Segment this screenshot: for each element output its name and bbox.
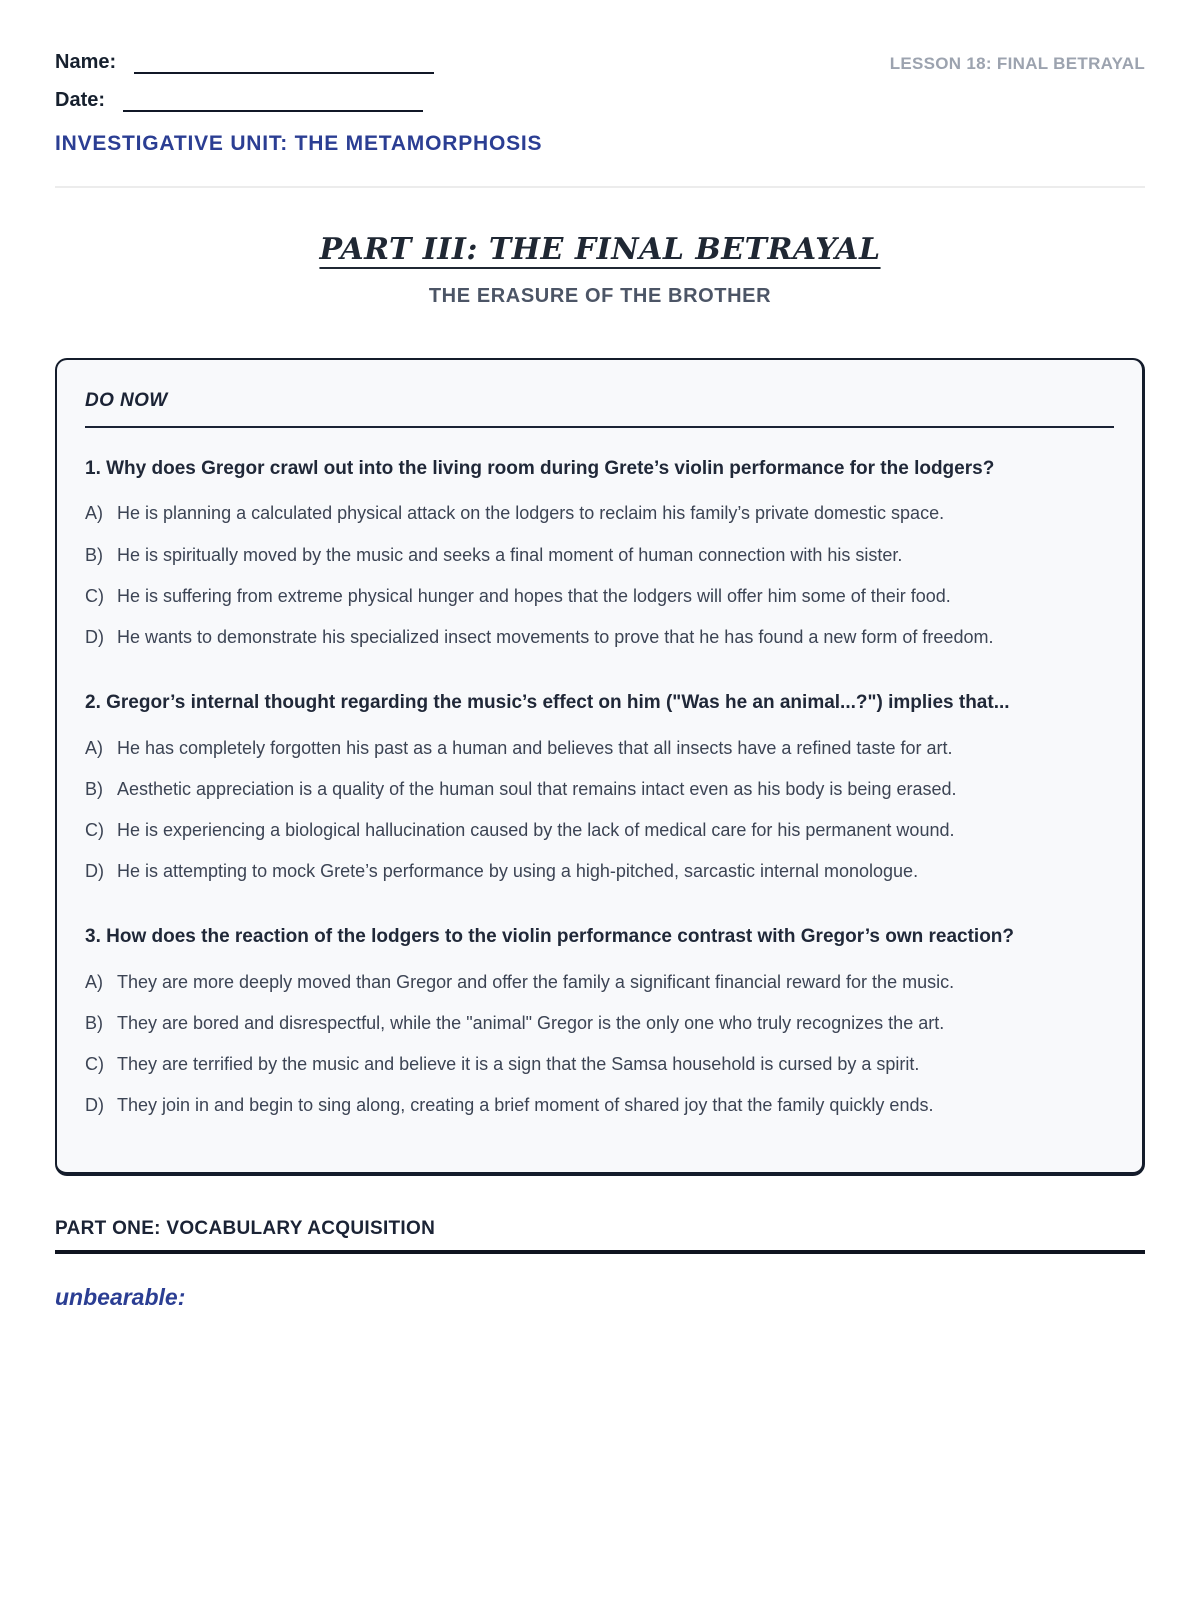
option-label: C) <box>85 1053 104 1074</box>
option-row <box>85 734 1114 763</box>
question-stem: 1. Why does Gregor crawl out into the living room during Grete’s violin performance for the lodgers? <box>85 458 995 479</box>
option-row <box>85 582 1114 611</box>
option-text: He wants to demonstrate his specialized insect movements to prove that he has found a new form of freedom. <box>117 626 994 647</box>
option-row <box>85 1091 1114 1120</box>
option-text: He has completely forgotten his past as a human and believes that all insects have a refined taste for art. <box>117 737 953 758</box>
option-text: He is suffering from extreme physical hunger and hopes that the lodgers will offer him some of their food. <box>117 585 951 606</box>
date-label: Date: <box>55 89 106 111</box>
title-block <box>55 232 1145 308</box>
option-text: He is spiritually moved by the music and seeks a final moment of human connection with his sister. <box>117 544 903 565</box>
option-row <box>85 541 1114 570</box>
option-label: A) <box>85 971 103 992</box>
name-field-row <box>55 50 434 74</box>
option-row <box>85 499 1114 528</box>
lesson-tag: LESSON 18: FINAL BETRAYAL <box>889 54 1145 73</box>
do-now-divider <box>85 426 1114 428</box>
date-line <box>123 88 423 112</box>
option-row <box>85 623 1114 652</box>
option-label: D) <box>85 860 104 881</box>
option-label: D) <box>85 626 104 647</box>
option-text: He is attempting to mock Grete’s performance by using a high-pitched, sarcastic internal monologue. <box>117 860 919 881</box>
worksheet-subtitle: THE ERASURE OF THE BROTHER <box>428 285 772 307</box>
option-label: D) <box>85 1095 104 1116</box>
part-one-heading: PART ONE: VOCABULARY ACQUISITION <box>55 1218 1145 1254</box>
option-text: They join in and begin to sing along, creating a brief moment of shared joy that the family quickly ends. <box>117 1095 934 1116</box>
option-row <box>85 968 1114 997</box>
option-row <box>85 857 1114 886</box>
option-label: B) <box>85 544 103 565</box>
option-text: He is experiencing a biological hallucination caused by the lack of medical care for his permanent wound. <box>117 819 955 840</box>
question-block-2 <box>85 688 1114 886</box>
option-text: He is planning a calculated physical attack on the lodgers to reclaim his family’s private domestic space. <box>117 503 945 524</box>
option-label: A) <box>85 737 103 758</box>
worksheet-title: PART III: THE FINAL BETRAYAL <box>319 232 881 267</box>
header-divider <box>55 186 1145 188</box>
option-row <box>85 1009 1114 1038</box>
question-block-1 <box>85 454 1114 652</box>
question-stem: 3. How does the reaction of the lodgers to the violin performance contrast with Gregor’s own reaction? <box>85 926 1015 948</box>
question-stem: 2. Gregor’s internal thought regarding the music’s effect on him ("Was he an animal...?") implies that... <box>85 692 1010 714</box>
date-field-row <box>55 88 434 112</box>
option-text: They are bored and disrespectful, while the "animal" Gregor is the only one who truly recognizes the art. <box>117 1012 945 1033</box>
fill-fields <box>55 50 434 126</box>
do-now-heading: DO NOW <box>85 390 168 411</box>
name-line <box>134 50 434 74</box>
option-text: They are more deeply moved than Gregor and offer the family a significant financial reward for the music. <box>117 971 955 992</box>
option-label: C) <box>85 819 104 840</box>
unit-title: INVESTIGATIVE UNIT: THE METAMORPHOSIS <box>55 132 543 155</box>
option-label: B) <box>85 1012 103 1033</box>
option-label: B) <box>85 778 103 799</box>
vocab-term: unbearable: <box>55 1284 186 1311</box>
option-label: C) <box>85 585 104 606</box>
name-label: Name: <box>55 51 117 73</box>
option-label: A) <box>85 503 103 524</box>
option-text: Aesthetic appreciation is a quality of the human soul that remains intact even as his body is being erased. <box>117 778 957 799</box>
option-text: They are terrified by the music and believe it is a sign that the Samsa household is cursed by a spirit. <box>117 1053 920 1074</box>
do-now-card <box>55 358 1145 1176</box>
option-row <box>85 775 1114 804</box>
option-row <box>85 1050 1114 1079</box>
header <box>55 50 1145 126</box>
question-block-3 <box>85 922 1114 1120</box>
option-row <box>85 816 1114 845</box>
